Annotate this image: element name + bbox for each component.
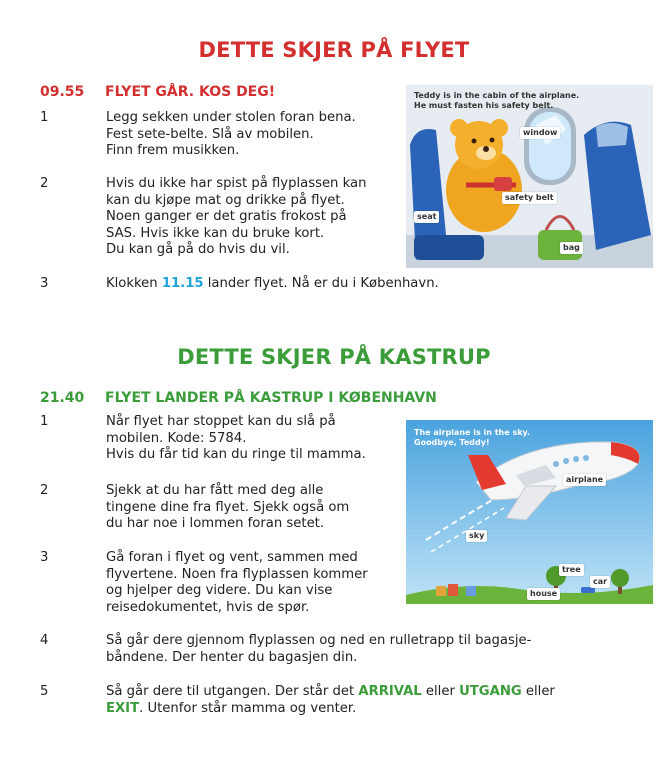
item-line: Fest sete-belte. Slå av mobilen.: [106, 126, 314, 142]
item-line: mobilen. Kode: 5784.: [106, 430, 247, 446]
item-line: Hvis du ikke har spist på flyplassen kan: [106, 176, 367, 191]
section2-subtitle: [40, 390, 437, 406]
item-line: Når flyet har stoppet kan du slå på: [106, 414, 336, 429]
section2-title: DETTE SKJER PÅ KASTRUP: [177, 345, 491, 369]
item-line: Du kan gå på do hvis du vil.: [106, 242, 290, 257]
item-line: kan du kjøpe mat og drikke på flyet.: [106, 192, 345, 208]
tree-label: tree: [559, 564, 584, 576]
caption-line: Goodbye, Teddy!: [414, 438, 490, 447]
section2-subtitle-text: FLYET LANDER PÅ KASTRUP I KØBENHAVN: [105, 390, 437, 406]
item-text: [106, 633, 531, 666]
section1-subtitle-text: FLYET GÅR. KOS DEG!: [105, 84, 276, 100]
item-line: flyvertene. Noen fra flyplassen kommer: [106, 566, 368, 582]
item-number: 3: [40, 550, 49, 565]
item-text: [106, 176, 366, 259]
car-label: car: [590, 576, 610, 588]
item-text: [106, 414, 366, 464]
item-line: Hvis du får tid kan du ringe til mamma.: [106, 447, 366, 462]
airplane-label: airplane: [563, 474, 606, 486]
item-number: 2: [40, 483, 49, 498]
item-text-part: Klokken: [106, 276, 162, 291]
item-number: 4: [40, 633, 49, 648]
sky-label: sky: [466, 530, 487, 542]
section1-time: 09.55: [40, 84, 85, 100]
item-line: Finn frem musikken.: [106, 143, 240, 158]
section1-subtitle: [40, 84, 275, 100]
item-line: Gå foran i flyet og vent, sammen med: [106, 550, 358, 565]
arrival-word: ARRIVAL: [358, 684, 422, 699]
item-number: 5: [40, 684, 49, 699]
item-text-part: . Utenfor står mamma og venter.: [139, 700, 357, 716]
caption-line: The airplane is in the sky.: [414, 428, 531, 437]
item-text: [106, 110, 356, 160]
item-line: Legg sekken under stolen foran bena.: [106, 110, 356, 125]
item-text: [106, 483, 349, 533]
safety-belt-label: safety belt: [502, 192, 557, 204]
teddy-cabin-illustration: [406, 85, 653, 268]
item-line: du har noe i lommen foran setet.: [106, 516, 325, 531]
item-text: [106, 276, 439, 293]
item-line: Så går dere gjennom flyplassen og ned en rulletrapp til bagasje-: [106, 633, 532, 648]
item-number: 1: [40, 414, 49, 429]
utgang-word: UTGANG: [459, 684, 522, 699]
item-line: [106, 701, 555, 718]
item-number: 2: [40, 176, 49, 191]
item-number: 3: [40, 276, 49, 291]
caption-line: He must fasten his safety belt.: [414, 101, 554, 110]
item-line: tingene dine fra flyet. Sjekk også om: [106, 499, 350, 515]
item-text-part: Så går dere til utgangen. Der står det: [106, 684, 359, 699]
item-text-part: eller: [421, 684, 460, 699]
landing-time-highlight: 11.15: [161, 276, 204, 291]
picture-caption: [414, 91, 579, 111]
item-line: Noen ganger er det gratis frokost på: [106, 209, 347, 224]
caption-line: Teddy is in the cabin of the airplane.: [414, 91, 580, 100]
item-line: SAS. Hvis ikke kan du bruke kort.: [106, 225, 325, 241]
item-text: [106, 684, 555, 717]
item-text: [106, 550, 368, 616]
cabin-drawing: [406, 85, 653, 268]
bag-label: bag: [560, 242, 583, 254]
item-line: [106, 684, 555, 701]
item-text-part: eller: [521, 684, 555, 699]
exit-word: EXIT: [106, 700, 140, 716]
house-label: house: [527, 588, 560, 600]
item-line: båndene. Der henter du bagasjen din.: [106, 649, 358, 665]
item-text-part: lander flyet. Nå er du i København.: [203, 276, 439, 291]
item-line: og hjelper deg videre. Du kan vise: [106, 583, 333, 598]
seat-label: seat: [414, 211, 439, 223]
item-line: Sjekk at du har fått med deg alle: [106, 483, 324, 498]
window-label: window: [520, 127, 560, 139]
airplane-sky-illustration: [406, 420, 653, 604]
section1-title: DETTE SKJER PÅ FLYET: [198, 38, 470, 62]
section2-time: 21.40: [40, 390, 85, 406]
item-number: 1: [40, 110, 49, 125]
picture-caption: [414, 428, 530, 448]
item-line: reisedokumentet, hvis de spør.: [106, 599, 310, 615]
